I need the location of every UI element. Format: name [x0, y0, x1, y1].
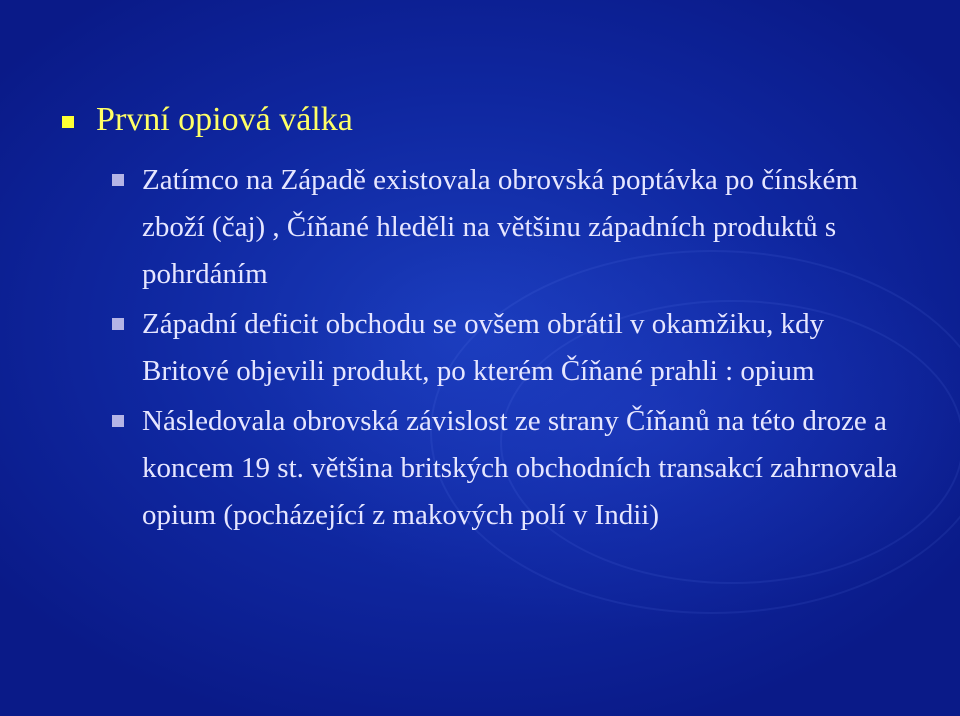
bullet-text: Zatímco na Západě existovala obrovská poptávka po čínském zboží (čaj) , Číňané hleděli na většinu západních produktů s pohrdáním	[142, 164, 858, 290]
square-bullet-icon	[112, 174, 124, 186]
bullet-item	[112, 301, 902, 395]
bullet-item	[112, 398, 902, 539]
bullet-text: Západní deficit obchodu se ovšem obrátil v okamžiku, kdy Britové objevili produkt, po kterém Číňané prahli : opium	[142, 308, 825, 387]
bullet-text: Následovala obrovská závislost ze strany Číňanů na této droze a koncem 19 st. většina britských obchodních transakcí zahrnovala opium (pocházející z makových polí v Indii)	[142, 405, 898, 531]
square-bullet-icon	[112, 415, 124, 427]
square-bullet-icon	[112, 318, 124, 330]
slide-title-row	[62, 100, 353, 140]
slide-title: První opiová válka	[96, 101, 353, 138]
bullet-item	[112, 157, 902, 298]
bullet-list	[112, 157, 902, 542]
title-bullet-icon	[62, 116, 74, 128]
